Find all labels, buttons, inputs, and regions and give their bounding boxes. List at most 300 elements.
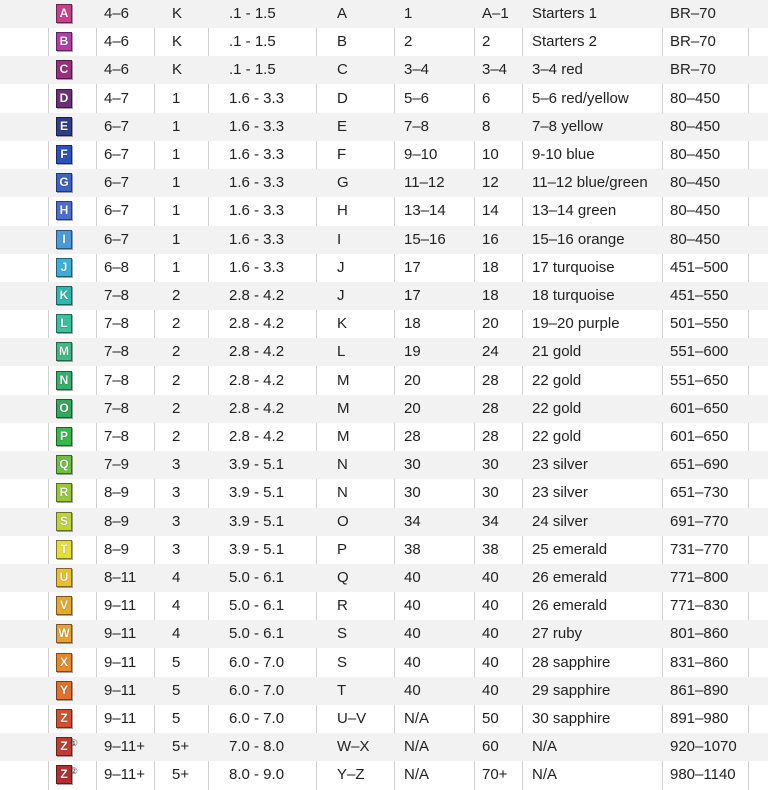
lexile-cell: 980–1140	[670, 766, 736, 784]
grade-level-cell: 2	[172, 399, 181, 417]
grade-level-cell: 1	[172, 230, 181, 248]
grade-level-cell: 1	[172, 202, 181, 220]
description-cell: 7–8 yellow	[532, 117, 603, 135]
band-cell: 34	[482, 512, 499, 530]
table-row	[0, 649, 768, 677]
grade-cell: 7–8	[104, 371, 130, 389]
level-letter-badge	[56, 314, 72, 333]
level-letter: S	[59, 513, 68, 528]
range-cell: 2.8 - 4.2	[229, 343, 285, 361]
lexile-cell: 771–800	[670, 569, 729, 586]
grade-cell: 8–11	[104, 569, 137, 586]
table-row	[0, 282, 768, 310]
level-cell: Q	[337, 569, 349, 586]
level-superscript: ①	[69, 738, 78, 749]
range-cell: 1.6 - 3.3	[229, 146, 285, 163]
lexile-cell: 80–450	[670, 117, 721, 135]
level-letter-badge	[56, 427, 72, 446]
level-letter-badge	[56, 737, 78, 756]
range-cell: 1.6 - 3.3	[229, 230, 285, 248]
band-cell: 40	[482, 681, 499, 699]
level-cell: I	[337, 230, 342, 248]
grade-level-cell: K	[172, 5, 183, 22]
range-cell: 5.0 - 6.1	[229, 625, 285, 643]
table-row	[0, 592, 768, 620]
description-cell: 24 silver	[532, 512, 588, 530]
band-cell: 28	[482, 371, 499, 389]
description-cell: N/A	[532, 766, 558, 784]
lexile-cell: 80–450	[670, 89, 721, 107]
level-letter: P	[59, 429, 68, 443]
grade-cell: 6–7	[104, 117, 130, 135]
band-cell: 24	[482, 343, 499, 361]
band-cell: 60	[482, 738, 499, 756]
description-cell: 23 silver	[532, 484, 588, 502]
band-cell: 18	[482, 287, 499, 304]
description-cell: 27 ruby	[532, 625, 583, 643]
description-cell: 13–14 green	[532, 202, 617, 220]
grade-cell: 8–9	[104, 512, 130, 530]
table-row	[0, 451, 768, 479]
band-cell: 40	[482, 653, 499, 671]
level-letter: H	[59, 203, 69, 218]
description-cell: N/A	[532, 738, 558, 756]
level-cell: C	[337, 61, 348, 79]
level-letter-badge	[56, 596, 72, 615]
level-letter-badge	[56, 371, 72, 390]
description-cell: Starters 2	[532, 33, 598, 51]
grade-cell: 9–11	[104, 710, 137, 727]
level-cell: L	[337, 343, 346, 361]
grade-level-cell: 1	[172, 89, 181, 107]
level-number-cell: 7–8	[404, 117, 430, 135]
range-cell: 2.8 - 4.2	[229, 428, 285, 445]
level-cell: S	[337, 653, 348, 671]
level-number-cell: N/A	[404, 738, 430, 756]
lexile-cell: 80–450	[670, 174, 721, 192]
table-row	[0, 479, 768, 507]
level-letter: Z	[60, 739, 68, 754]
grade-level-cell: 3	[172, 484, 181, 502]
lexile-cell: BR–70	[670, 61, 716, 79]
range-cell: 6.0 - 7.0	[229, 710, 285, 727]
grade-cell: 6–7	[104, 202, 130, 220]
band-cell: 28	[482, 399, 499, 417]
level-number-cell: N/A	[404, 766, 430, 784]
level-letter-badge	[56, 709, 72, 728]
level-cell: U–V	[337, 710, 367, 727]
level-letter-badge	[56, 568, 72, 587]
lexile-cell: 501–550	[670, 315, 729, 333]
level-number-cell: 3–4	[404, 61, 430, 79]
description-cell: 21 gold	[532, 343, 582, 361]
table-row	[0, 338, 768, 366]
level-cell: P	[337, 540, 348, 558]
level-letter: W	[58, 626, 70, 641]
grade-cell: 4–7	[104, 89, 130, 107]
level-letter-badge	[56, 483, 72, 502]
level-number-cell: 2	[404, 33, 413, 51]
level-letter-badge	[56, 681, 72, 700]
level-letter-badge	[56, 512, 72, 531]
grade-level-cell: 1	[172, 146, 181, 163]
level-number-cell: 17	[404, 287, 421, 304]
level-number-cell: 20	[404, 399, 421, 417]
band-cell: 2	[482, 33, 491, 51]
level-number-cell: 40	[404, 681, 421, 699]
description-cell: 26 emerald	[532, 597, 608, 615]
grade-level-cell: 3	[172, 512, 181, 530]
grade-cell: 6–7	[104, 230, 130, 248]
table-row	[0, 508, 768, 536]
level-cell: Y–Z	[337, 766, 365, 784]
table-row	[0, 423, 768, 451]
lexile-cell: 920–1070	[670, 738, 737, 756]
lexile-cell: 891–980	[670, 710, 729, 727]
level-number-cell: 18	[404, 315, 421, 333]
table-row	[0, 395, 768, 423]
grade-level-cell: 5	[172, 681, 181, 699]
table-row	[0, 367, 768, 395]
description-cell: 22 gold	[532, 399, 582, 417]
level-cell: D	[337, 89, 348, 107]
range-cell: 2.8 - 4.2	[229, 371, 285, 389]
grade-level-cell: 5	[172, 653, 181, 671]
range-cell: 1.6 - 3.3	[229, 117, 285, 135]
band-cell: 3–4	[482, 61, 508, 79]
lexile-cell: 831–860	[670, 653, 729, 671]
level-letter-badge	[56, 117, 72, 136]
grade-cell: 7–8	[104, 399, 130, 417]
lexile-cell: 80–450	[670, 202, 721, 220]
lexile-cell: 601–650	[670, 399, 729, 417]
grade-level-cell: K	[172, 61, 183, 79]
level-letter: A	[59, 6, 69, 20]
description-cell: 26 emerald	[532, 569, 608, 586]
level-letter-badge	[56, 624, 72, 643]
band-cell: 38	[482, 540, 499, 558]
level-number-cell: 30	[404, 484, 421, 502]
level-cell: S	[337, 625, 348, 643]
level-number-cell: 40	[404, 597, 421, 615]
table-row	[0, 620, 768, 648]
grade-cell: 9–11	[104, 681, 137, 699]
level-letter-badge	[56, 258, 72, 277]
grade-cell: 7–8	[104, 315, 130, 333]
table-row	[0, 169, 768, 197]
level-letter-badge	[56, 32, 72, 51]
level-cell: J	[337, 287, 345, 304]
lexile-cell: 551–600	[670, 343, 729, 361]
level-letter: Z	[60, 767, 68, 782]
level-number-cell: 11–12	[404, 174, 445, 192]
grade-cell: 7–8	[104, 343, 130, 361]
description-cell: 19–20 purple	[532, 315, 620, 333]
grade-cell: 7–8	[104, 287, 130, 304]
level-letter-badge	[56, 765, 78, 784]
description-cell: 5–6 red/yellow	[532, 89, 629, 107]
range-cell: 8.0 - 9.0	[229, 766, 285, 784]
level-letter: T	[60, 541, 68, 556]
level-cell: E	[337, 117, 348, 135]
grade-cell: 9–11+	[104, 738, 146, 756]
level-number-cell: 30	[404, 456, 421, 474]
grade-level-cell: 1	[172, 117, 181, 135]
grade-level-cell: 3	[172, 456, 181, 474]
description-cell: 28 sapphire	[532, 653, 611, 671]
level-letter: X	[59, 654, 68, 669]
lexile-cell: 801–860	[670, 625, 729, 643]
band-cell: 30	[482, 456, 499, 474]
level-letter: M	[59, 344, 69, 359]
range-cell: .1 - 1.5	[229, 33, 276, 51]
table-row	[0, 536, 768, 564]
table-row	[0, 85, 768, 113]
grade-cell: 9–11	[104, 625, 137, 643]
grade-level-cell: 1	[172, 258, 181, 276]
grade-cell: 4–6	[104, 33, 130, 51]
level-cell: G	[337, 174, 349, 192]
level-letter: J	[60, 259, 68, 274]
grade-level-cell: 2	[172, 315, 181, 333]
level-letter: Z	[60, 711, 68, 725]
lexile-cell: 861–890	[670, 681, 729, 699]
lexile-cell: 651–690	[670, 456, 729, 474]
range-cell: 2.8 - 4.2	[229, 399, 285, 417]
level-cell: N	[337, 484, 348, 502]
lexile-cell: 551–650	[670, 371, 729, 389]
table-row	[0, 197, 768, 225]
level-cell: K	[337, 315, 348, 333]
level-cell: A	[337, 5, 348, 22]
grade-level-cell: 5	[172, 710, 181, 727]
grade-level-cell: 4	[172, 625, 181, 643]
level-letter: I	[62, 231, 66, 246]
table-row	[0, 310, 768, 338]
lexile-cell: 601–650	[670, 428, 729, 445]
range-cell: 3.9 - 5.1	[229, 456, 285, 474]
level-letter: Q	[59, 457, 69, 472]
level-letter: B	[59, 34, 69, 49]
level-number-cell: 40	[404, 653, 421, 671]
band-cell: 50	[482, 710, 499, 727]
level-letter-badge	[56, 455, 72, 474]
range-cell: 2.8 - 4.2	[229, 315, 285, 333]
lexile-cell: BR–70	[670, 5, 716, 22]
level-letter: C	[59, 62, 69, 77]
level-letter-badge	[56, 201, 72, 220]
level-letter-badge	[56, 60, 72, 79]
level-cell: T	[337, 681, 347, 699]
band-cell: 12	[482, 174, 499, 192]
band-cell: 8	[482, 117, 491, 135]
level-number-cell: 40	[404, 569, 421, 586]
band-cell: 14	[482, 202, 499, 220]
level-letter: D	[59, 90, 69, 105]
grade-cell: 8–9	[104, 540, 130, 558]
grade-cell: 4–6	[104, 61, 130, 79]
level-cell: B	[337, 33, 348, 51]
level-letter-badge	[56, 145, 72, 164]
range-cell: 1.6 - 3.3	[229, 89, 285, 107]
level-cell: O	[337, 512, 349, 530]
lexile-cell: 651–730	[670, 484, 729, 502]
level-number-cell: 13–14	[404, 202, 446, 220]
table-row	[0, 56, 768, 84]
level-number-cell: 15–16	[404, 230, 446, 248]
lexile-cell: 80–450	[670, 230, 721, 248]
band-cell: 40	[482, 597, 499, 615]
level-letter-badge	[56, 89, 72, 108]
band-cell: 28	[482, 428, 499, 445]
band-cell: 30	[482, 484, 499, 502]
grade-cell: 6–7	[104, 174, 130, 192]
level-letter-badge	[56, 230, 72, 249]
grade-cell: 9–11+	[104, 766, 146, 784]
lexile-cell: 451–550	[670, 287, 729, 304]
level-letter-badge	[56, 286, 72, 305]
grade-level-cell: 1	[172, 174, 181, 192]
description-cell: 9-10 blue	[532, 146, 595, 163]
range-cell: .1 - 1.5	[229, 61, 276, 79]
band-cell: 16	[482, 230, 499, 248]
grade-level-cell: 4	[172, 569, 181, 586]
table-row	[0, 28, 768, 56]
grade-cell: 7–9	[104, 456, 130, 474]
level-cell: W–X	[337, 738, 370, 756]
range-cell: 3.9 - 5.1	[229, 484, 285, 502]
level-letter: V	[59, 598, 68, 613]
grade-cell: 4–6	[104, 5, 130, 22]
level-letter-badge	[56, 342, 72, 361]
range-cell: .1 - 1.5	[229, 5, 276, 22]
band-cell: 10	[482, 146, 499, 163]
description-cell: 22 gold	[532, 428, 582, 445]
grade-level-cell: 2	[172, 287, 181, 304]
description-cell: 25 emerald	[532, 540, 608, 558]
table-row	[0, 141, 768, 169]
grade-cell: 9–11	[104, 597, 137, 615]
level-cell: H	[337, 202, 348, 220]
level-number-cell: 28	[404, 428, 421, 445]
grade-cell: 9–11	[104, 653, 137, 671]
table-row	[0, 733, 768, 761]
level-letter-badge	[56, 399, 72, 418]
description-cell: 17 turquoise	[532, 258, 615, 276]
level-number-cell: N/A	[404, 710, 430, 727]
level-letter: Y	[59, 682, 68, 697]
range-cell: 6.0 - 7.0	[229, 681, 285, 699]
table-row	[0, 564, 768, 592]
lexile-cell: BR–70	[670, 33, 716, 51]
grade-cell: 6–8	[104, 258, 130, 276]
level-letter-badge	[56, 4, 72, 23]
level-number-cell: 38	[404, 540, 421, 558]
band-cell: A–1	[482, 5, 509, 22]
level-number-cell: 1	[404, 5, 413, 22]
level-letter: U	[59, 570, 69, 584]
level-letter: O	[59, 400, 69, 415]
level-cell: N	[337, 456, 348, 474]
table-row	[0, 761, 768, 789]
level-number-cell: 9–10	[404, 146, 438, 163]
level-number-cell: 19	[404, 343, 421, 361]
range-cell: 5.0 - 6.1	[229, 597, 285, 615]
range-cell: 3.9 - 5.1	[229, 512, 285, 530]
level-number-cell: 17	[404, 258, 421, 276]
level-letter: F	[60, 147, 68, 161]
table-row	[0, 254, 768, 282]
range-cell: 5.0 - 6.1	[229, 569, 285, 586]
range-cell: 2.8 - 4.2	[229, 287, 285, 304]
range-cell: 1.6 - 3.3	[229, 174, 285, 192]
level-letter: K	[59, 288, 69, 302]
band-cell: 70+	[482, 766, 508, 784]
table-row	[0, 0, 768, 28]
level-cell: M	[337, 371, 350, 389]
level-letter-badge	[56, 540, 72, 559]
level-letter-badge	[56, 173, 72, 192]
lexile-cell: 691–770	[670, 512, 729, 530]
level-superscript: ②	[69, 766, 78, 777]
grade-level-cell: 2	[172, 371, 181, 389]
band-cell: 20	[482, 315, 499, 333]
range-cell: 3.9 - 5.1	[229, 540, 285, 558]
level-cell: M	[337, 399, 350, 417]
grade-cell: 8–9	[104, 484, 130, 502]
level-letter: L	[60, 316, 68, 331]
description-cell: Starters 1	[532, 5, 598, 22]
description-cell: 30 sapphire	[532, 710, 611, 727]
description-cell: 15–16 orange	[532, 230, 625, 248]
lexile-cell: 731–770	[670, 540, 729, 558]
grade-level-cell: K	[172, 33, 183, 51]
table-row	[0, 677, 768, 705]
table-row	[0, 113, 768, 141]
table-row	[0, 226, 768, 254]
level-cell: M	[337, 428, 350, 445]
grade-level-cell: 2	[172, 343, 181, 361]
lexile-cell: 80–450	[670, 146, 721, 163]
level-letter: E	[59, 118, 68, 133]
grade-level-cell: 5+	[172, 766, 190, 784]
range-cell: 6.0 - 7.0	[229, 653, 285, 671]
grade-level-cell: 3	[172, 540, 181, 558]
level-cell: F	[337, 146, 347, 163]
band-cell: 40	[482, 625, 499, 643]
description-cell: 23 silver	[532, 456, 588, 474]
description-cell: 11–12 blue/green	[532, 174, 648, 192]
band-cell: 18	[482, 258, 499, 276]
description-cell: 22 gold	[532, 371, 582, 389]
range-cell: 7.0 - 8.0	[229, 738, 285, 756]
description-cell: 18 turquoise	[532, 287, 615, 304]
level-cell: R	[337, 597, 348, 615]
grade-level-cell: 4	[172, 597, 181, 615]
level-letter-badge	[56, 653, 72, 672]
level-number-cell: 20	[404, 371, 421, 389]
lexile-cell: 451–500	[670, 258, 729, 276]
grade-cell: 6–7	[104, 146, 130, 163]
description-cell: 3–4 red	[532, 61, 583, 79]
level-letter: N	[59, 372, 69, 387]
table-row	[0, 705, 768, 733]
level-number-cell: 40	[404, 625, 421, 643]
band-cell: 40	[482, 569, 499, 586]
range-cell: 1.6 - 3.3	[229, 202, 285, 220]
range-cell: 1.6 - 3.3	[229, 258, 285, 276]
level-letter: R	[59, 485, 69, 500]
